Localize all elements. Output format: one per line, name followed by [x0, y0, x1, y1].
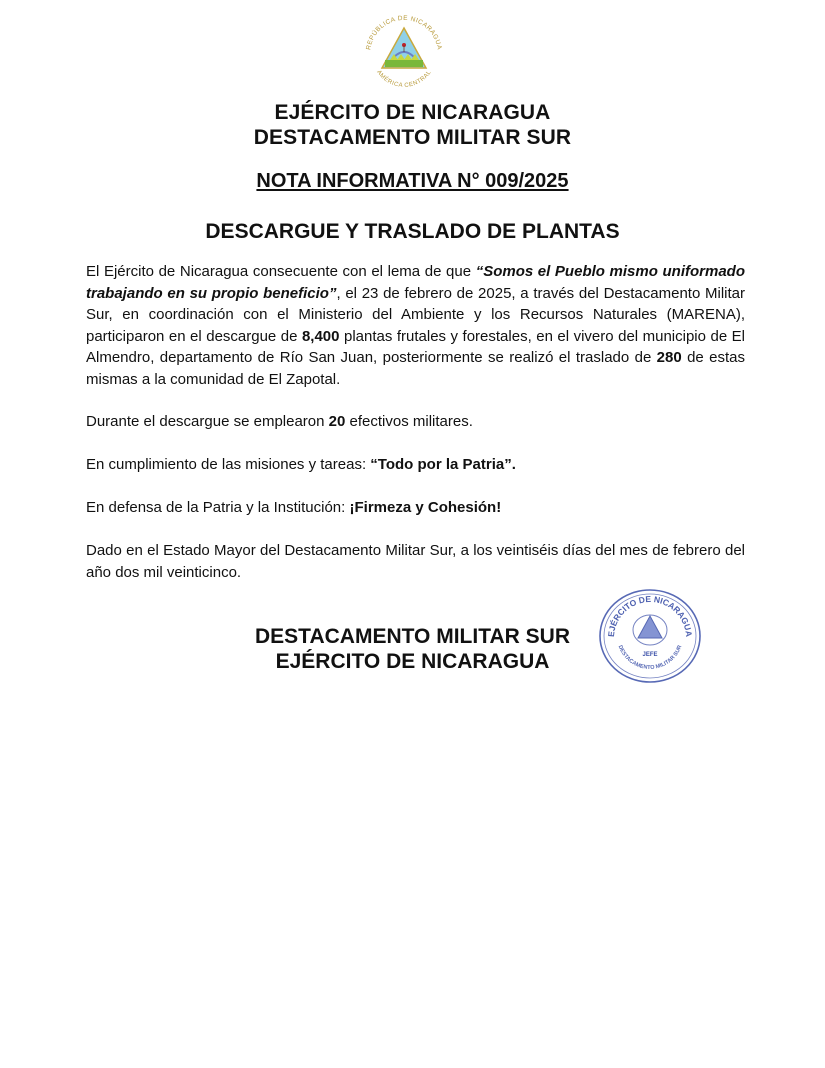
svg-text:AMÉRICA CENTRAL: [375, 69, 433, 88]
paragraph-main: [86, 261, 745, 390]
footer-line-army: EJÉRCITO DE NICARAGUA: [275, 650, 550, 673]
motto-patria: “Todo por la Patria”.: [370, 456, 516, 473]
stamp-center-text: JEFE: [642, 652, 658, 658]
plants-total: 8,400: [301, 327, 340, 345]
p1-text-c: plantas frutales y forestales, en el vivero del municipio de El Almendro, departamento de Río San Juan, posteriormente se realizó el traslado de: [86, 327, 745, 366]
personnel-count: 20: [328, 413, 346, 430]
motto-pueblo: “Somos el Pueblo mismo uniformado trabajando en su propio beneficio”: [86, 263, 745, 302]
p1-text-a: El Ejército de Nicaragua consecuente con el lema de que: [86, 263, 476, 280]
p2-text-a: Durante el descargue se emplearon: [86, 413, 329, 430]
crest-top-text: REPÚBLICA DE NICARAGUA: [365, 14, 443, 51]
header: [0, 100, 825, 150]
paragraph-defense: [86, 497, 745, 519]
footer-line-detachment: DESTACAMENTO MILITAR SUR: [255, 625, 570, 648]
p4-text-a: En defensa de la Patria y la Institución:: [86, 499, 350, 516]
p2-text-b: efectivos militares.: [345, 413, 473, 430]
header-line-army: EJÉRCITO DE NICARAGUA: [274, 101, 551, 124]
paragraph-personnel: [86, 411, 745, 433]
official-seal-stamp-icon: [596, 586, 704, 686]
stamp-top-text: EJÉRCITO DE NICARAGUA: [605, 593, 695, 638]
paragraph-mission: [86, 454, 745, 476]
motto-firmeza: ¡Firmeza y Cohesión!: [349, 499, 502, 516]
crest-bottom-text: AMÉRICA CENTRAL: [375, 69, 433, 89]
nicaragua-coat-of-arms-icon: [360, 14, 448, 92]
document-title: DESCARGUE Y TRASLADO DE PLANTAS: [205, 220, 620, 243]
note-number: NOTA INFORMATIVA N° 009/2025: [256, 170, 569, 192]
header-line-detachment: DESTACAMENTO MILITAR SUR: [253, 126, 572, 149]
paragraph-dated: Dado en el Estado Mayor del Destacamento Militar Sur, a los veintiséis días del mes de febrero del año dos mil veinticinco.: [86, 542, 745, 581]
p3-text-a: En cumplimiento de las misiones y tareas:: [86, 456, 371, 473]
p1-text-d: de estas mismas a la comunidad de El Zapotal.: [86, 349, 745, 388]
plants-moved: 280: [656, 349, 682, 366]
p1-text-b: , el 23 de febrero de 2025, a través del Destacamento Militar Sur, en coordinación con el Ministerio del Ambiente y los Recursos Naturales (MARENA), participaron en el descargue de: [86, 284, 745, 345]
stamp-bottom-text: DESTACAMENTO MILITAR SUR: [616, 644, 684, 671]
